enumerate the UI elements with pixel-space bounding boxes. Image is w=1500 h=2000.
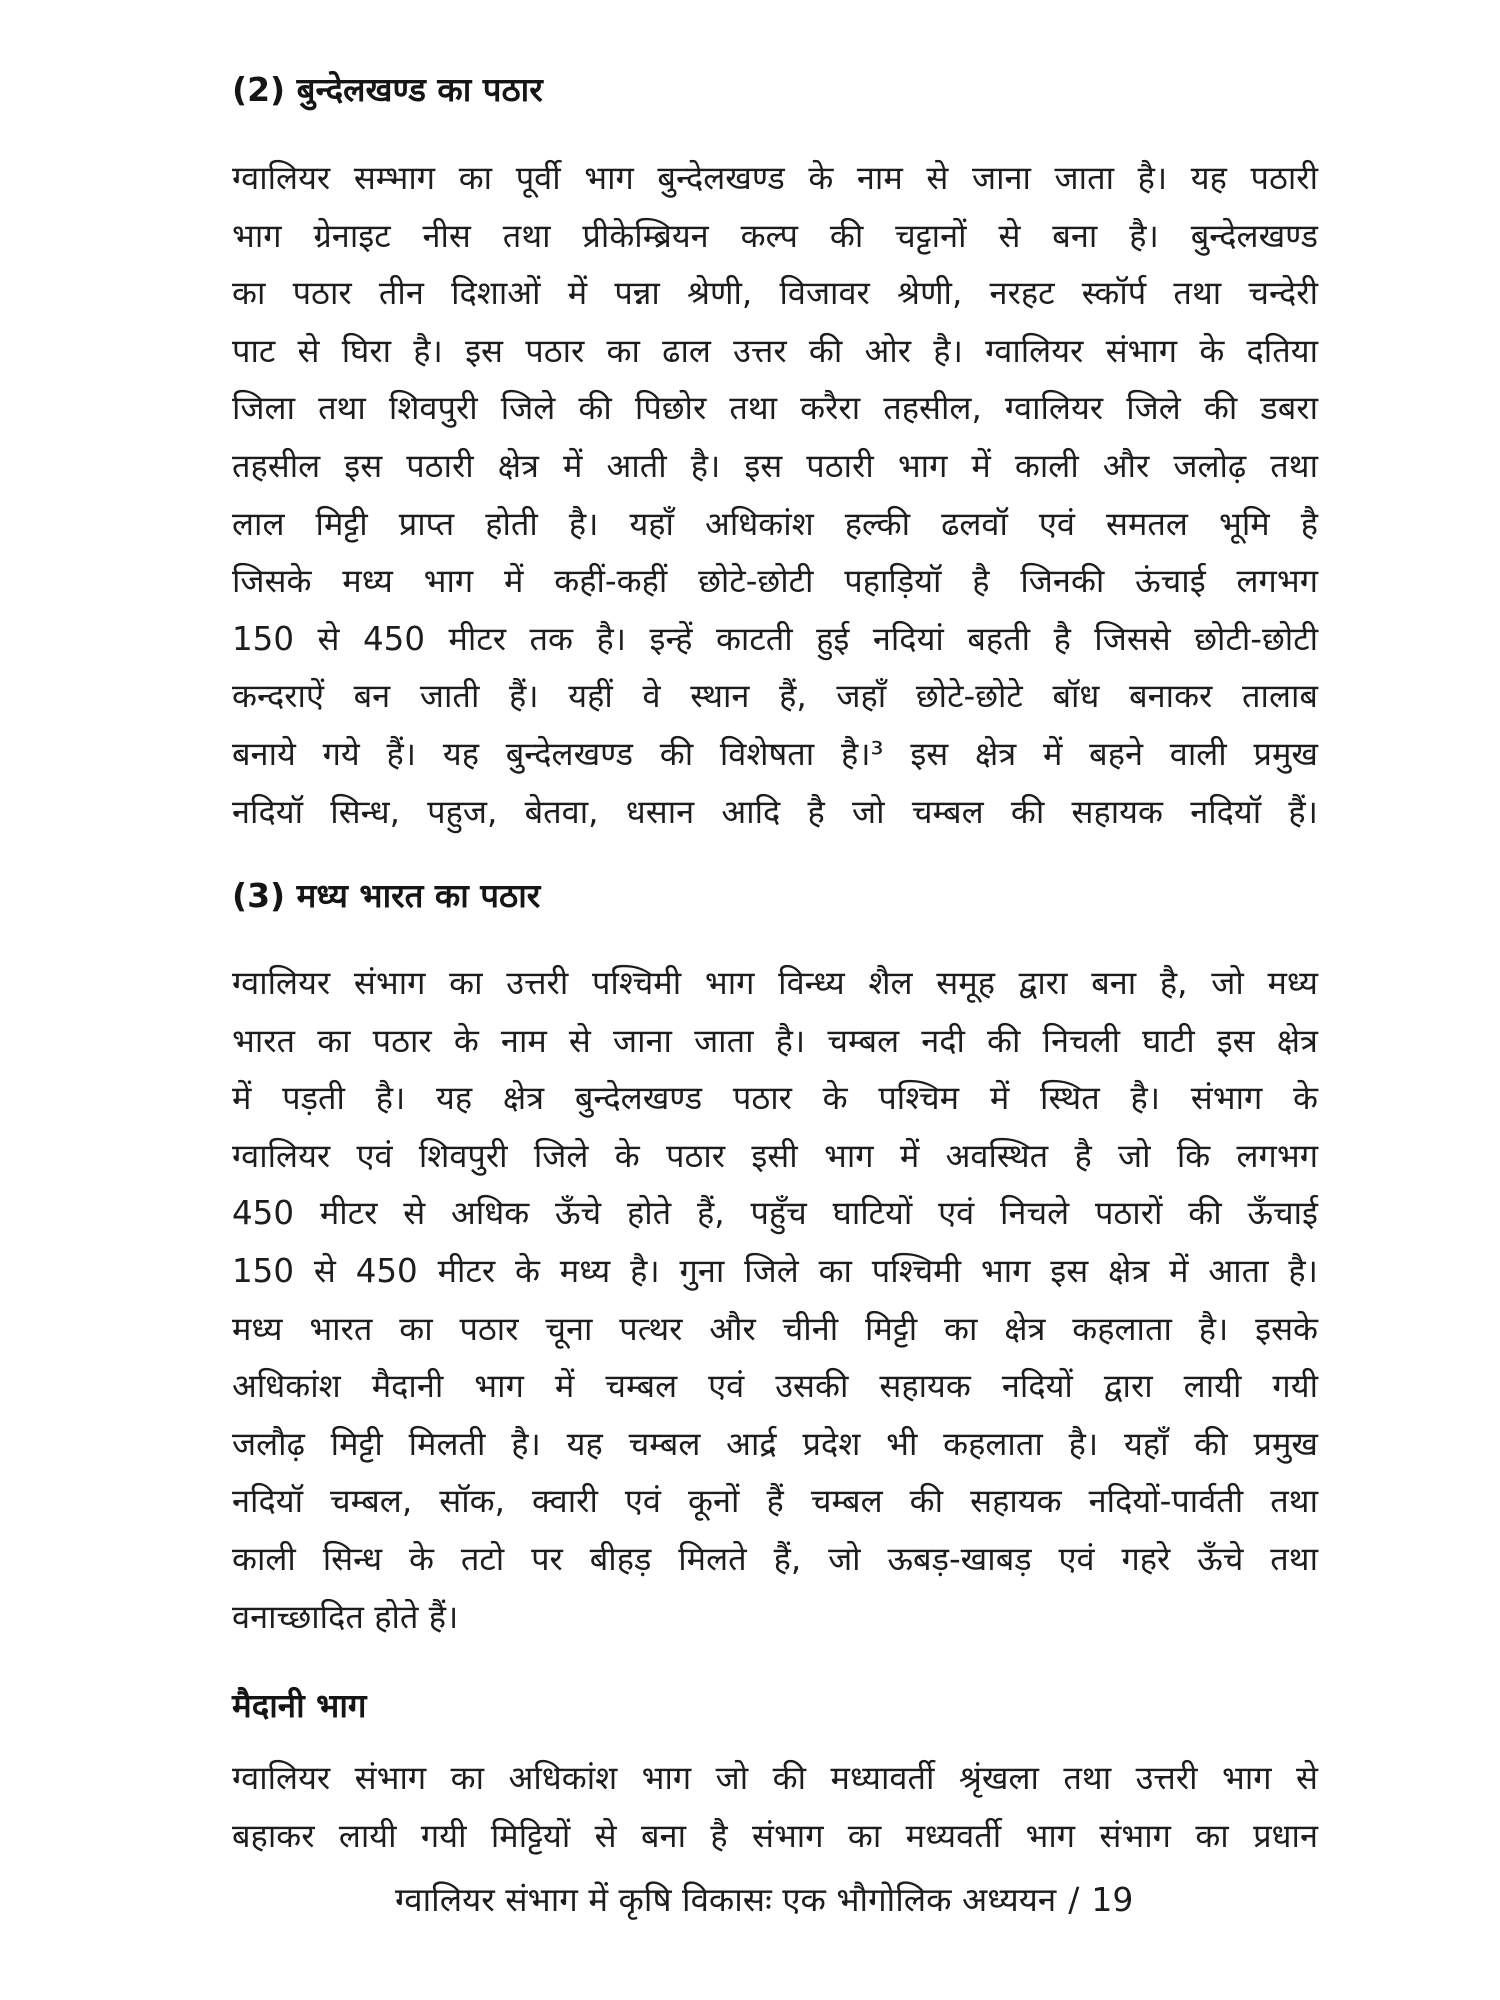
text-line: बहाकर लायी गयी मिट्टियों से बना है संभाग का मध्यवर्ती भाग संभाग का प्रधान xyxy=(232,1816,1318,1855)
text-line: जलौढ़ मिट्टी मिलती है। यह चम्बल आर्द्र प्रदेश भी कहलाता है। यहाँ की प्रमुख xyxy=(232,1424,1318,1463)
text-line: तहसील इस पठारी क्षेत्र में आती है। इस पठारी भाग में काली और जलोढ़ तथा xyxy=(232,446,1318,485)
footer-book-title: ग्वालियर संभाग में कृषि विकासः एक भौगोलिक अध्ययन xyxy=(395,1880,1057,1919)
paragraph-maidani xyxy=(232,1750,1318,1865)
text-line: नदियॉ सिन्ध, पहुज, बेतवा, धसान आदि है जो चम्बल की सहायक नदियॉ हैं। xyxy=(232,792,1318,831)
text-line: बनाये गये हैं। यह बुन्देलखण्ड की विशेषता है।³ इस क्षेत्र में बहने वाली प्रमुख xyxy=(232,734,1318,773)
text-line: लाल मिट्टी प्राप्त होती है। यहाँ अधिकांश हल्की ढलवॉ एवं समतल भूमि है xyxy=(232,504,1318,543)
section-heading-maidani: मैदानी भाग xyxy=(232,1686,367,1725)
footer-separator: / xyxy=(1068,1880,1080,1919)
text-line: का पठार तीन दिशाओं में पन्ना श्रेणी, विजावर श्रेणी, नरहट स्कॉर्प तथा चन्देरी xyxy=(232,274,1318,313)
text-line: 450 मीटर से अधिक ऊँचे होते हैं, पहुँच घाटियों एवं निचले पठारों की ऊँचाई xyxy=(232,1194,1318,1233)
text-line: भारत का पठार के नाम से जाना जाता है। चम्बल नदी की निचली घाटी इस क्षेत्र xyxy=(232,1021,1318,1060)
text-line: ग्वालियर संभाग का उत्तरी पश्चिमी भाग विन्ध्य शैल समूह द्वारा बना है, जो मध्य xyxy=(232,964,1318,1002)
text-line: ग्वालियर एवं शिवपुरी जिले के पठार इसी भाग में अवस्थित है जो कि लगभग xyxy=(232,1136,1318,1175)
text-line: में पड़ती है। यह क्षेत्र बुन्देलखण्ड पठार के पश्चिम में स्थित है। संभाग के xyxy=(232,1079,1318,1118)
text-line: ग्वालियर संभाग का अधिकांश भाग जो की मध्यावर्ती श्रृंखला तथा उत्तरी भाग से xyxy=(232,1759,1318,1797)
text-line: जिसके मध्य भाग में कहीं-कहीं छोटे-छोटी पहाड़ियॉ है जिनकी ऊंचाई लगभग xyxy=(232,562,1318,601)
text-line: ग्वालियर सम्भाग का पूर्वी भाग बुन्देलखण्ड के नाम से जाना जाता है। यह पठारी xyxy=(232,159,1318,197)
paragraph-madhya-bharat xyxy=(232,955,1318,1646)
text-line: 150 से 450 मीटर तक है। इन्हें काटती हुई नदियां बहती है जिससे छोटी-छोटी xyxy=(232,619,1318,658)
text-line: 150 से 450 मीटर के मध्य है। गुना जिले का पश्चिमी भाग इस क्षेत्र में आता है। xyxy=(232,1251,1318,1290)
running-footer xyxy=(395,1880,1133,1920)
text-line: कन्दराऐं बन जाती हैं। यहीं वे स्थान हैं, जहाँ छोटे-छोटे बॉध बनाकर तालाब xyxy=(232,677,1318,716)
page-number: 19 xyxy=(1091,1880,1134,1919)
section-heading-madhya-bharat: (3) मध्य भारत का पठार xyxy=(232,876,541,915)
text-line: अधिकांश मैदानी भाग में चम्बल एवं उसकी सहायक नदियों द्वारा लायी गयी xyxy=(232,1367,1318,1406)
text-line: वनाच्छादित होते हैं। xyxy=(232,1597,459,1636)
text-line: पाट से घिरा है। इस पठार का ढाल उत्तर की ओर है। ग्वालियर संभाग के दतिया xyxy=(232,331,1318,370)
paragraph-bundelkhand xyxy=(232,150,1318,841)
section-heading-bundelkhand: (2) बुन्देलखण्ड का पठार xyxy=(232,70,543,109)
text-line: मध्य भारत का पठार चूना पत्थर और चीनी मिट्टी का क्षेत्र कहलाता है। इसके xyxy=(232,1309,1318,1348)
text-line: भाग ग्रेनाइट नीस तथा प्रीकेम्ब्रियन कल्प की चट्टानों से बना है। बुन्देलखण्ड xyxy=(232,216,1318,255)
text-line: नदियॉ चम्बल, सॉक, क्वारी एवं कूनों हैं चम्बल की सहायक नदियों-पार्वती तथा xyxy=(232,1482,1318,1521)
text-line: जिला तथा शिवपुरी जिले की पिछोर तथा करैरा तहसील, ग्वालियर जिले की डबरा xyxy=(232,389,1318,428)
text-line: काली सिन्ध के तटो पर बीहड़ मिलते हैं, जो ऊबड़-खाबड़ एवं गहरे ऊँचे तथा xyxy=(232,1539,1318,1578)
